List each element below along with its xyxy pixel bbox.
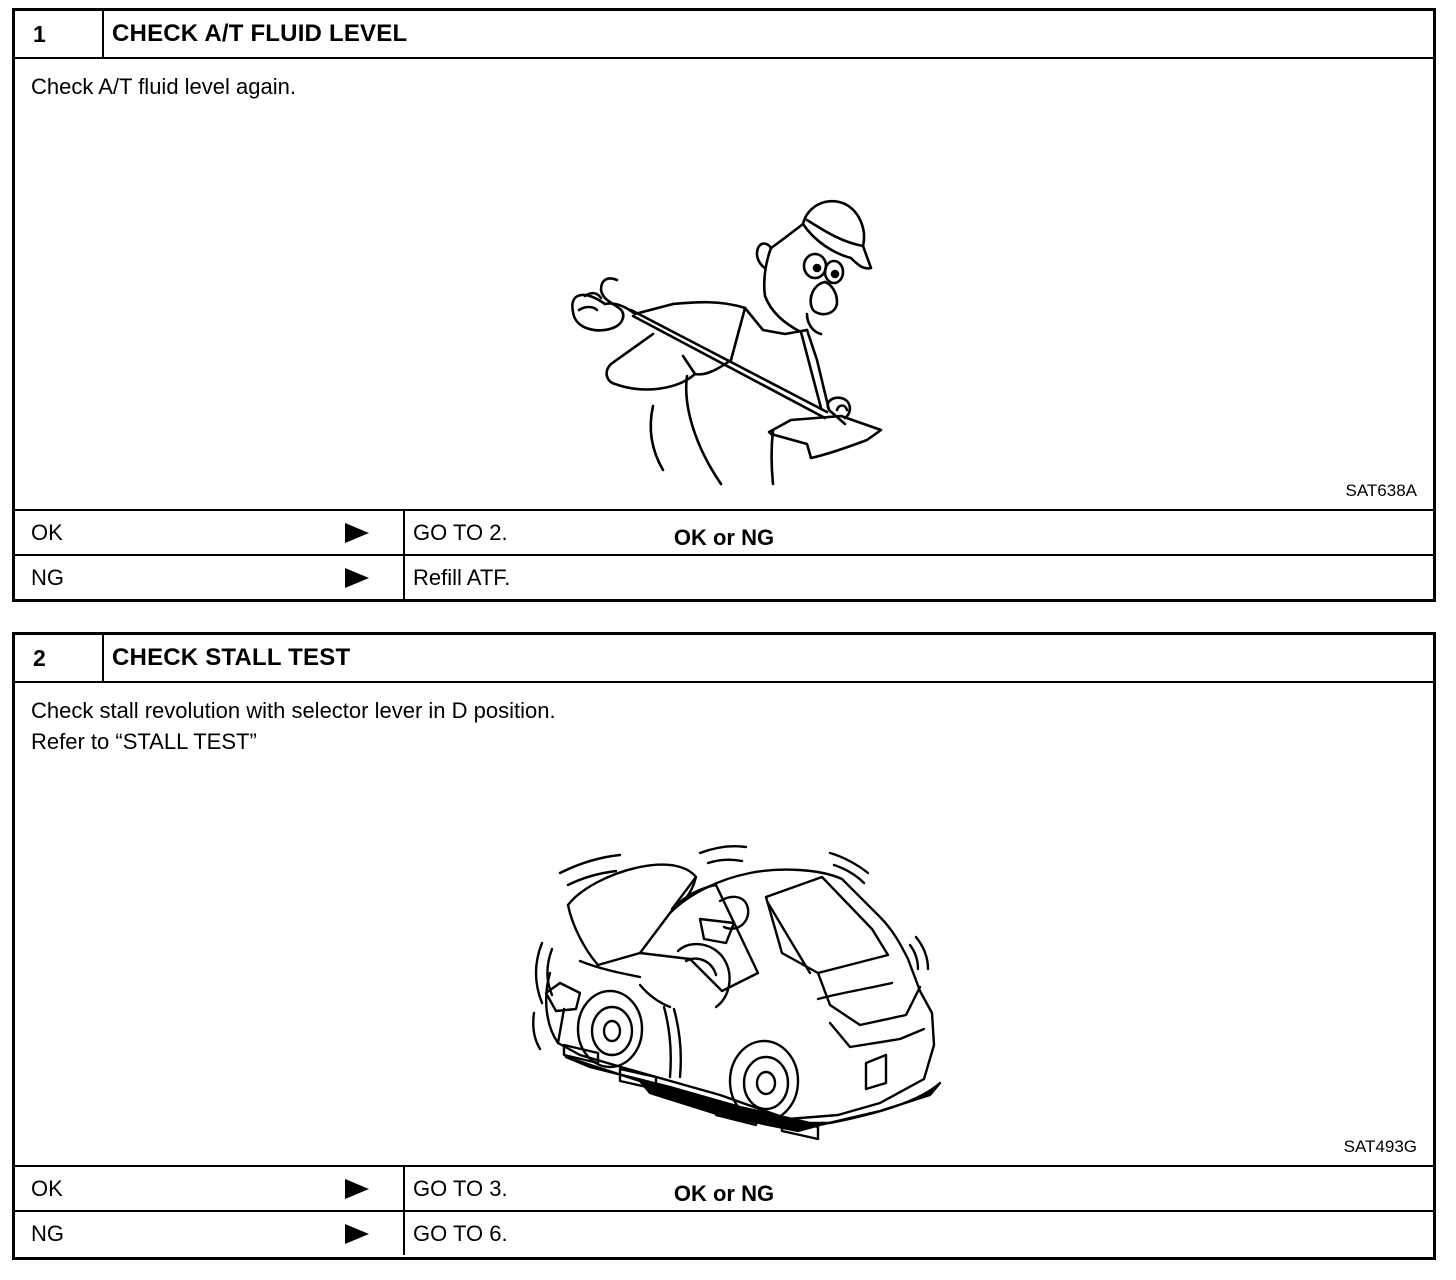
step-title: CHECK STALL TEST [112,644,351,671]
step-instructions [31,695,556,757]
result-label: NG [31,564,64,590]
step-header [15,635,1433,683]
result-action: Refill ATF. [413,564,511,590]
result-label: OK [31,1175,63,1201]
result-label-cell [15,1212,405,1255]
arrow-right-icon [345,1224,369,1244]
instruction-line: Check stall revolution with selector lever in D position. [31,698,556,723]
result-label: NG [31,1220,64,1246]
result-row-ng [15,554,1433,599]
car-stall-test-illustration [520,833,950,1163]
instruction-line: Refer to “STALL TEST” [31,729,257,754]
mechanic-checking-dipstick-illustration [545,184,905,489]
instruction-line: Check A/T fluid level again. [31,74,296,99]
step-number: 2 [15,635,104,681]
result-action: GO TO 3. [413,1175,508,1201]
step-instructions [31,71,296,102]
decision-label: OK or NG [673,1181,775,1206]
step-title: CHECK A/T FLUID LEVEL [112,20,408,47]
step-2-table [12,632,1436,1260]
step-number: 1 [15,11,104,57]
result-action: GO TO 2. [413,519,508,545]
result-label-cell [15,556,405,599]
result-label: OK [31,519,63,545]
result-row-ng [15,1210,1433,1255]
figure-code: SAT638A [1345,481,1417,500]
step-header [15,11,1433,59]
step-1-table [12,8,1436,602]
result-action: GO TO 6. [413,1220,508,1246]
arrow-right-icon [345,568,369,588]
decision-label: OK or NG [673,525,775,550]
figure-code: SAT493G [1343,1137,1417,1156]
